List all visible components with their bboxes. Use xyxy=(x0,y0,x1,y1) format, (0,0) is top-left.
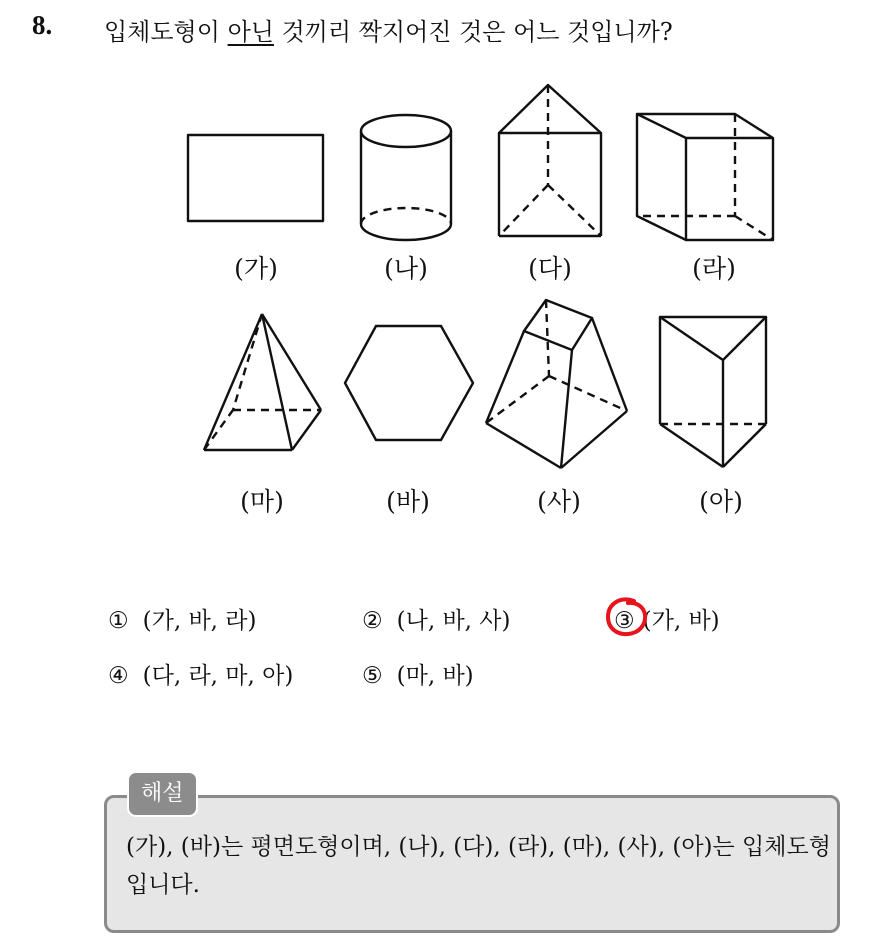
explanation-tag: 해설 xyxy=(127,771,198,817)
figure-label-ra: (라) xyxy=(692,254,736,283)
figure-hexagon xyxy=(345,326,473,440)
option-1[interactable] xyxy=(108,602,256,635)
question-text-after: 것끼리 짝지어진 것은 어느 것입니까? xyxy=(273,18,673,46)
figure-pyramid xyxy=(204,314,321,450)
figure-triangular-prism xyxy=(499,85,601,236)
figure-upright-prism xyxy=(660,317,766,467)
option-2-text: (나, 바, 사) xyxy=(396,608,511,634)
figure-cylinder xyxy=(361,115,451,240)
question-text-before: 입체도형이 xyxy=(104,18,228,46)
option-2-number: ② xyxy=(362,608,383,634)
question-number: 8. xyxy=(32,10,53,40)
option-3-number: ③ xyxy=(614,608,635,634)
option-4-number: ④ xyxy=(108,663,129,689)
figure-label-ba: (바) xyxy=(386,487,430,516)
figure-rectangle xyxy=(188,135,323,221)
figure-label-na: (나) xyxy=(384,254,428,283)
option-5-number: ⑤ xyxy=(362,663,383,689)
option-1-number: ① xyxy=(108,608,129,634)
option-5[interactable] xyxy=(362,657,474,690)
question-underlined-word: 아닌 xyxy=(227,18,274,46)
figure-label-a: (아) xyxy=(699,487,743,516)
figure-cube xyxy=(637,114,773,240)
figure-label-da: (다) xyxy=(528,254,572,283)
option-3-text: (가, 바) xyxy=(642,608,720,634)
explanation-text: (가), (바)는 평면도형이며, (나), (다), (라), (마), (사), (아)는 입체도형입니다. xyxy=(126,834,831,898)
option-5-text: (마, 바) xyxy=(396,663,474,689)
option-1-text: (가, 바, 라) xyxy=(142,608,257,634)
option-2[interactable] xyxy=(362,602,510,635)
figure-frustum xyxy=(486,300,627,468)
option-4[interactable] xyxy=(108,657,293,690)
figure-label-ma: (마) xyxy=(240,487,284,516)
option-4-text: (다, 라, 마, 아) xyxy=(142,663,294,689)
answer-circle-mark xyxy=(604,596,650,638)
figure-label-ga: (가) xyxy=(234,254,278,283)
figure-label-sa: (사) xyxy=(537,487,581,516)
